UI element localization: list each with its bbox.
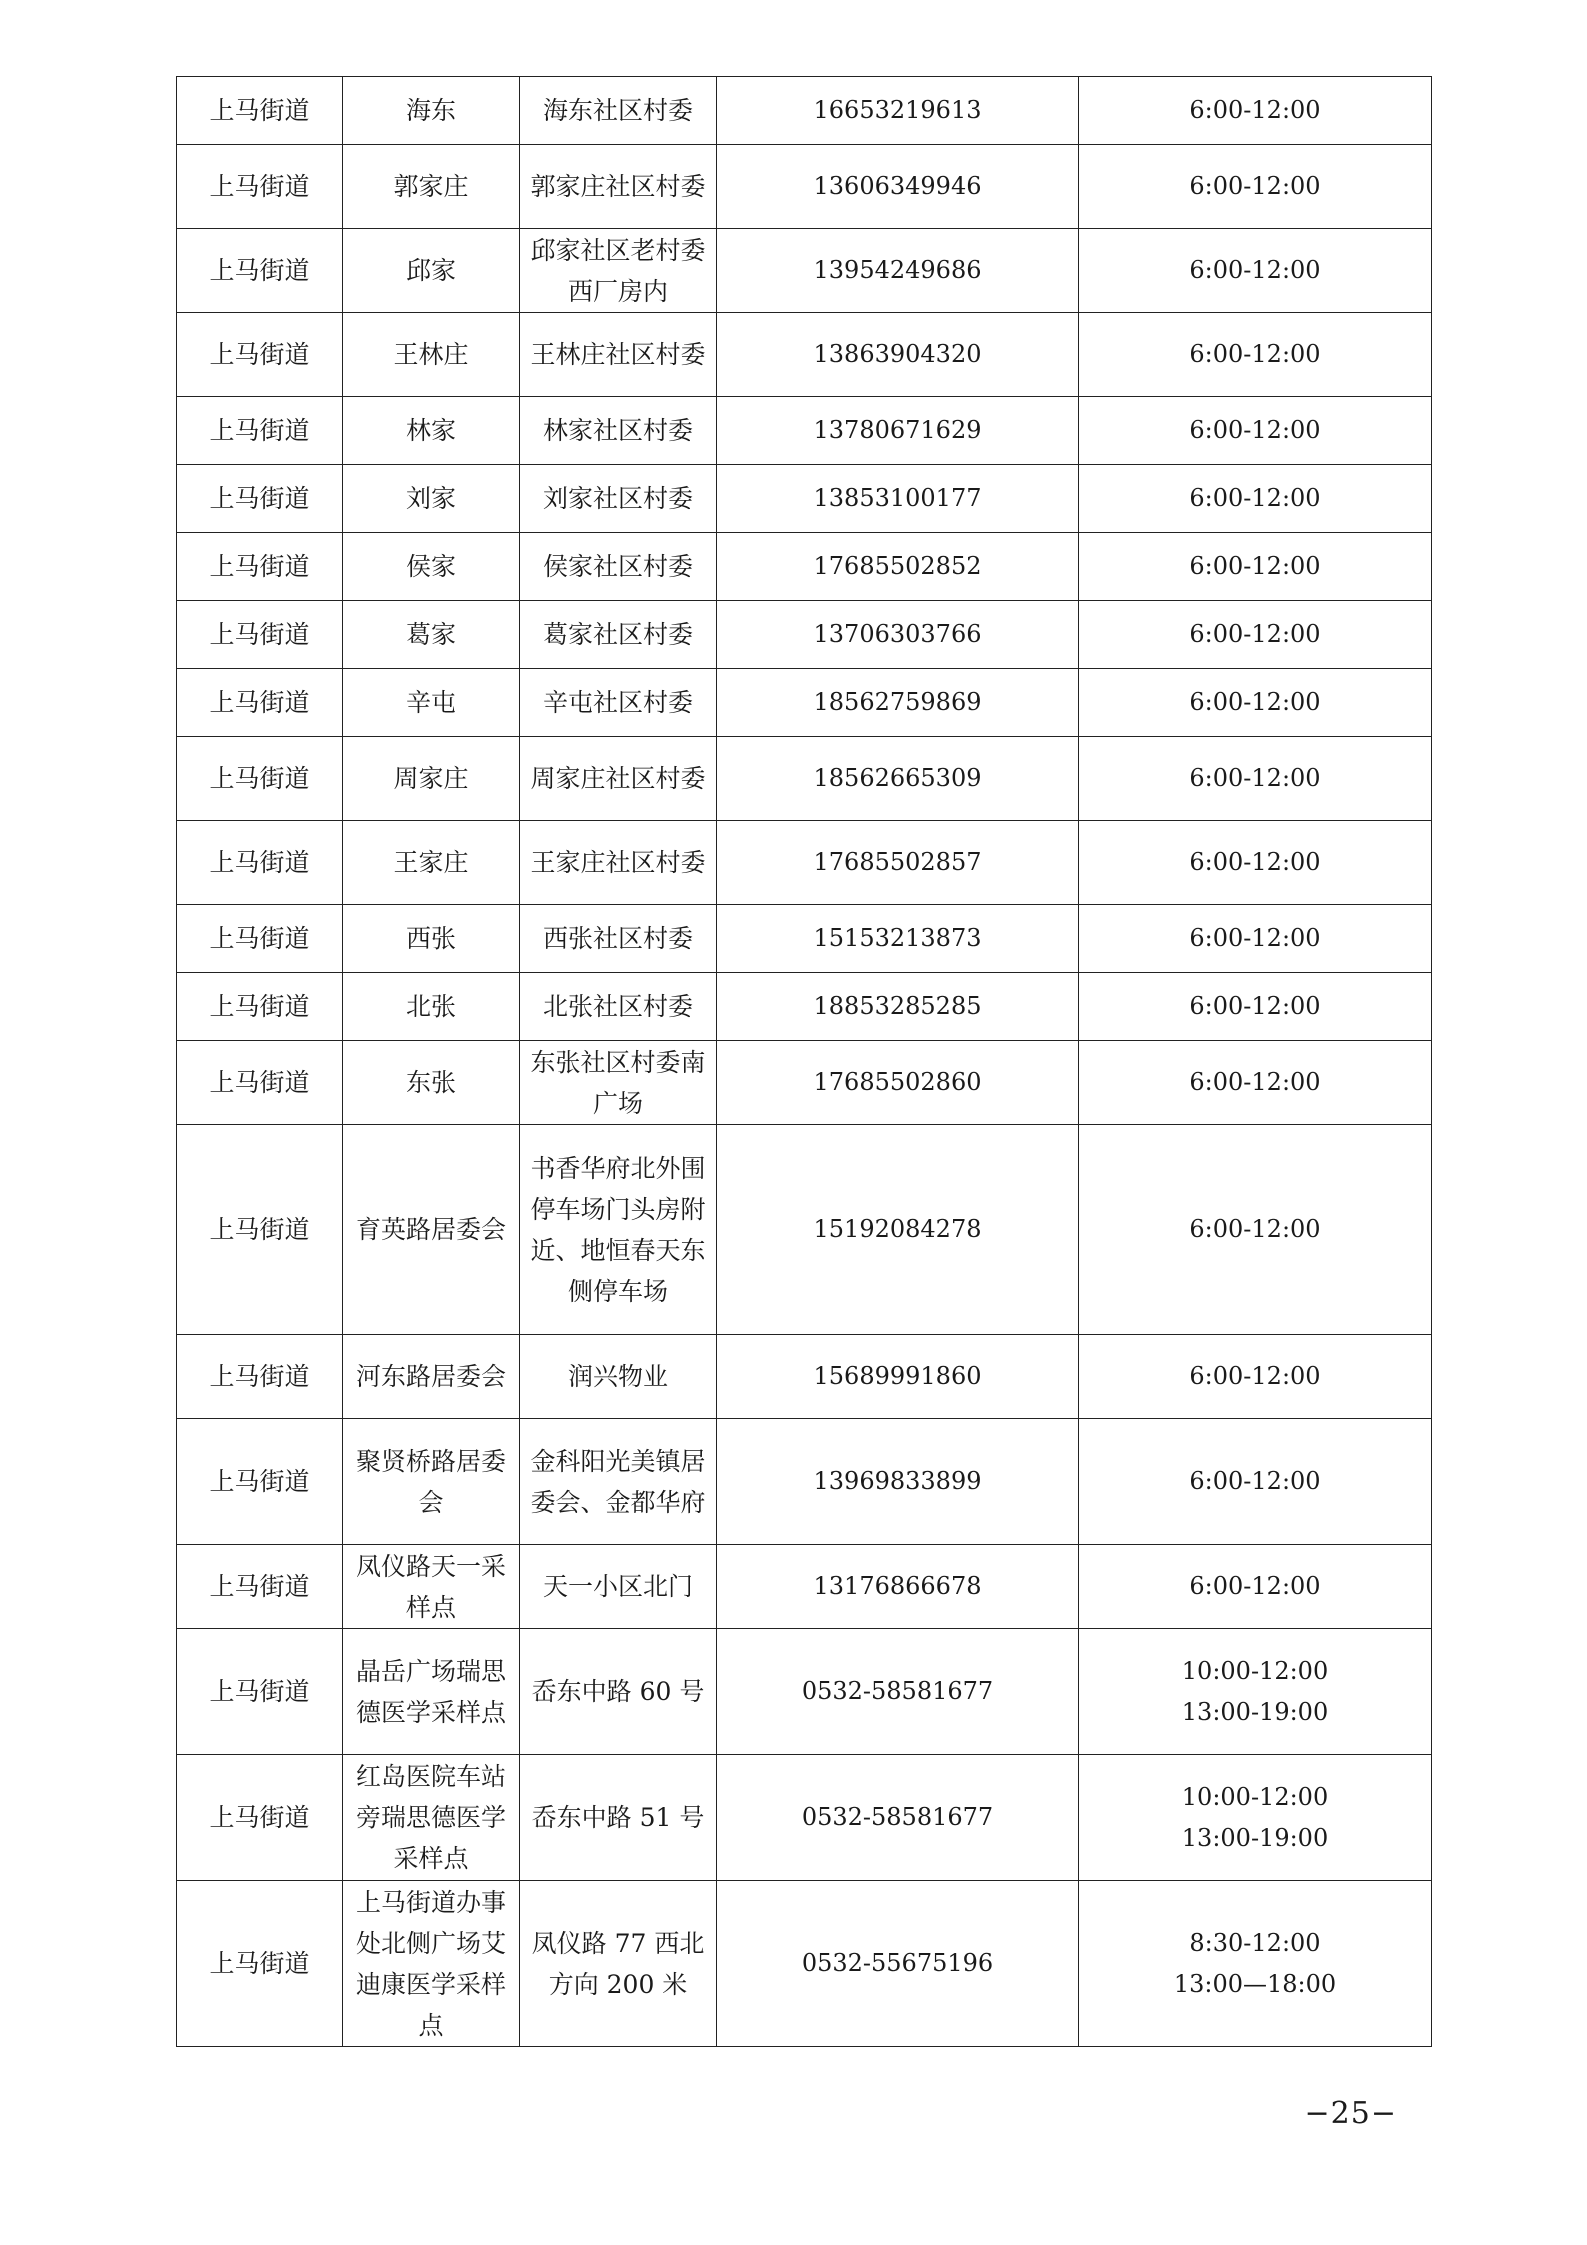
time-cell	[1079, 465, 1432, 533]
table-row	[177, 1881, 1432, 2047]
site-cell: 林家社区村委	[520, 397, 717, 465]
table-row	[177, 1629, 1432, 1755]
phone-cell: 13853100177	[717, 465, 1079, 533]
time-line: 6:00-12:00	[1189, 1572, 1321, 1600]
table-row	[177, 1041, 1432, 1125]
table-row	[177, 77, 1432, 145]
phone-cell: 17685502860	[717, 1041, 1079, 1125]
time-line: 8:30-12:00	[1189, 1928, 1321, 1957]
time-cell	[1079, 1041, 1432, 1125]
site-cell: 岙东中路 51 号	[520, 1755, 717, 1881]
phone-cell: 15192084278	[717, 1125, 1079, 1335]
site-cell: 东张社区村委南广场	[520, 1041, 717, 1125]
time-line: 6:00-12:00	[1189, 1362, 1321, 1390]
street-cell: 上马街道	[177, 145, 343, 229]
community-cell: 侯家	[343, 533, 520, 601]
street-cell: 上马街道	[177, 601, 343, 669]
site-cell: 天一小区北门	[520, 1545, 717, 1629]
street-cell: 上马街道	[177, 1545, 343, 1629]
table-row	[177, 1335, 1432, 1419]
time-line: 6:00-12:00	[1189, 924, 1321, 952]
table-body	[177, 77, 1432, 2047]
phone-cell: 17685502857	[717, 821, 1079, 905]
community-cell: 王家庄	[343, 821, 520, 905]
site-cell: 辛屯社区村委	[520, 669, 717, 737]
phone-cell: 13863904320	[717, 313, 1079, 397]
table-row	[177, 533, 1432, 601]
time-line: 10:00-12:00	[1181, 1656, 1329, 1685]
community-cell: 邱家	[343, 229, 520, 313]
street-cell: 上马街道	[177, 973, 343, 1041]
site-cell: 金科阳光美镇居委会、金都华府	[520, 1419, 717, 1545]
sampling-site-table	[176, 76, 1432, 2047]
street-cell: 上马街道	[177, 821, 343, 905]
time-cell	[1079, 601, 1432, 669]
site-cell: 郭家庄社区村委	[520, 145, 717, 229]
time-line: 10:00-12:00	[1181, 1782, 1329, 1811]
site-cell: 书香华府北外围停车场门头房附近、地恒春天东侧停车场	[520, 1125, 717, 1335]
community-cell: 上马街道办事处北侧广场艾迪康医学采样点	[343, 1881, 520, 2047]
community-cell: 周家庄	[343, 737, 520, 821]
community-cell: 林家	[343, 397, 520, 465]
time-cell	[1079, 397, 1432, 465]
community-cell: 葛家	[343, 601, 520, 669]
time-cell	[1079, 737, 1432, 821]
community-cell: 刘家	[343, 465, 520, 533]
site-cell: 北张社区村委	[520, 973, 717, 1041]
time-line: 6:00-12:00	[1189, 484, 1321, 512]
time-cell	[1079, 1545, 1432, 1629]
phone-cell: 13606349946	[717, 145, 1079, 229]
site-cell: 岙东中路 60 号	[520, 1629, 717, 1755]
time-line: 6:00-12:00	[1189, 688, 1321, 716]
site-cell: 王林庄社区村委	[520, 313, 717, 397]
table-row	[177, 1125, 1432, 1335]
street-cell: 上马街道	[177, 313, 343, 397]
street-cell: 上马街道	[177, 737, 343, 821]
community-cell: 河东路居委会	[343, 1335, 520, 1419]
community-cell: 育英路居委会	[343, 1125, 520, 1335]
community-cell: 西张	[343, 905, 520, 973]
time-line: 6:00-12:00	[1189, 256, 1321, 284]
site-cell: 海东社区村委	[520, 77, 717, 145]
time-cell	[1079, 1335, 1432, 1419]
time-line: 6:00-12:00	[1189, 848, 1321, 876]
table-row	[177, 601, 1432, 669]
street-cell: 上马街道	[177, 905, 343, 973]
time-cell	[1079, 313, 1432, 397]
time-line: 13:00-19:00	[1181, 1823, 1329, 1852]
table-row	[177, 465, 1432, 533]
community-cell: 辛屯	[343, 669, 520, 737]
site-cell: 凤仪路 77 西北 方向 200 米	[520, 1881, 717, 2047]
time-cell	[1079, 669, 1432, 737]
street-cell: 上马街道	[177, 1755, 343, 1881]
street-cell: 上马街道	[177, 465, 343, 533]
phone-cell: 13780671629	[717, 397, 1079, 465]
street-cell: 上马街道	[177, 397, 343, 465]
street-cell: 上马街道	[177, 1125, 343, 1335]
time-line: 6:00-12:00	[1189, 1467, 1321, 1495]
time-cell	[1079, 229, 1432, 313]
time-line: 13:00-19:00	[1181, 1697, 1329, 1726]
phone-cell: 13969833899	[717, 1419, 1079, 1545]
street-cell: 上马街道	[177, 1881, 343, 2047]
phone-cell: 16653219613	[717, 77, 1079, 145]
time-line: 6:00-12:00	[1189, 764, 1321, 792]
phone-cell: 0532-58581677	[717, 1755, 1079, 1881]
street-cell: 上马街道	[177, 1335, 343, 1419]
time-line: 6:00-12:00	[1189, 552, 1321, 580]
time-cell	[1079, 1629, 1432, 1755]
table-row	[177, 737, 1432, 821]
table-row	[177, 1755, 1432, 1881]
site-cell: 西张社区村委	[520, 905, 717, 973]
time-line: 6:00-12:00	[1189, 416, 1321, 444]
community-cell: 北张	[343, 973, 520, 1041]
phone-cell: 13954249686	[717, 229, 1079, 313]
time-cell	[1079, 973, 1432, 1041]
phone-cell: 13706303766	[717, 601, 1079, 669]
table-row	[177, 145, 1432, 229]
site-cell: 刘家社区村委	[520, 465, 717, 533]
street-cell: 上马街道	[177, 1419, 343, 1545]
time-line: 6:00-12:00	[1189, 172, 1321, 200]
site-cell: 邱家社区老村委西厂房内	[520, 229, 717, 313]
page-number: −25−	[1304, 2096, 1397, 2131]
site-cell: 润兴物业	[520, 1335, 717, 1419]
table-row	[177, 821, 1432, 905]
site-cell: 葛家社区村委	[520, 601, 717, 669]
table-row	[177, 313, 1432, 397]
street-cell: 上马街道	[177, 1041, 343, 1125]
table-row	[177, 973, 1432, 1041]
time-line: 6:00-12:00	[1189, 1215, 1321, 1243]
site-cell: 王家庄社区村委	[520, 821, 717, 905]
community-cell: 红岛医院车站旁瑞思德医学采样点	[343, 1755, 520, 1881]
community-cell: 聚贤桥路居委会	[343, 1419, 520, 1545]
table-row	[177, 1419, 1432, 1545]
community-cell: 海东	[343, 77, 520, 145]
phone-cell: 17685502852	[717, 533, 1079, 601]
time-cell	[1079, 821, 1432, 905]
community-cell: 东张	[343, 1041, 520, 1125]
phone-cell: 15689991860	[717, 1335, 1079, 1419]
phone-cell: 18853285285	[717, 973, 1079, 1041]
time-line: 6:00-12:00	[1189, 620, 1321, 648]
phone-cell: 0532-55675196	[717, 1881, 1079, 2047]
community-cell: 晶岳广场瑞思德医学采样点	[343, 1629, 520, 1755]
street-cell: 上马街道	[177, 229, 343, 313]
table-row	[177, 905, 1432, 973]
time-line: 6:00-12:00	[1189, 96, 1321, 124]
table-row	[177, 229, 1432, 313]
site-cell: 侯家社区村委	[520, 533, 717, 601]
phone-cell: 15153213873	[717, 905, 1079, 973]
time-line: 6:00-12:00	[1189, 340, 1321, 368]
time-cell	[1079, 1755, 1432, 1881]
phone-cell: 13176866678	[717, 1545, 1079, 1629]
time-line: 13:00—18:00	[1173, 1969, 1337, 1998]
time-cell	[1079, 533, 1432, 601]
street-cell: 上马街道	[177, 77, 343, 145]
time-cell	[1079, 77, 1432, 145]
time-line: 6:00-12:00	[1189, 1068, 1321, 1096]
time-cell	[1079, 905, 1432, 973]
phone-cell: 0532-58581677	[717, 1629, 1079, 1755]
time-line: 6:00-12:00	[1189, 992, 1321, 1020]
phone-cell: 18562665309	[717, 737, 1079, 821]
street-cell: 上马街道	[177, 1629, 343, 1755]
time-cell	[1079, 1881, 1432, 2047]
time-cell	[1079, 1125, 1432, 1335]
table-row	[177, 669, 1432, 737]
time-cell	[1079, 1419, 1432, 1545]
phone-cell: 18562759869	[717, 669, 1079, 737]
time-cell	[1079, 145, 1432, 229]
street-cell: 上马街道	[177, 669, 343, 737]
table-row	[177, 397, 1432, 465]
community-cell: 凤仪路天一采样点	[343, 1545, 520, 1629]
community-cell: 郭家庄	[343, 145, 520, 229]
table-row	[177, 1545, 1432, 1629]
site-cell: 周家庄社区村委	[520, 737, 717, 821]
street-cell: 上马街道	[177, 533, 343, 601]
community-cell: 王林庄	[343, 313, 520, 397]
